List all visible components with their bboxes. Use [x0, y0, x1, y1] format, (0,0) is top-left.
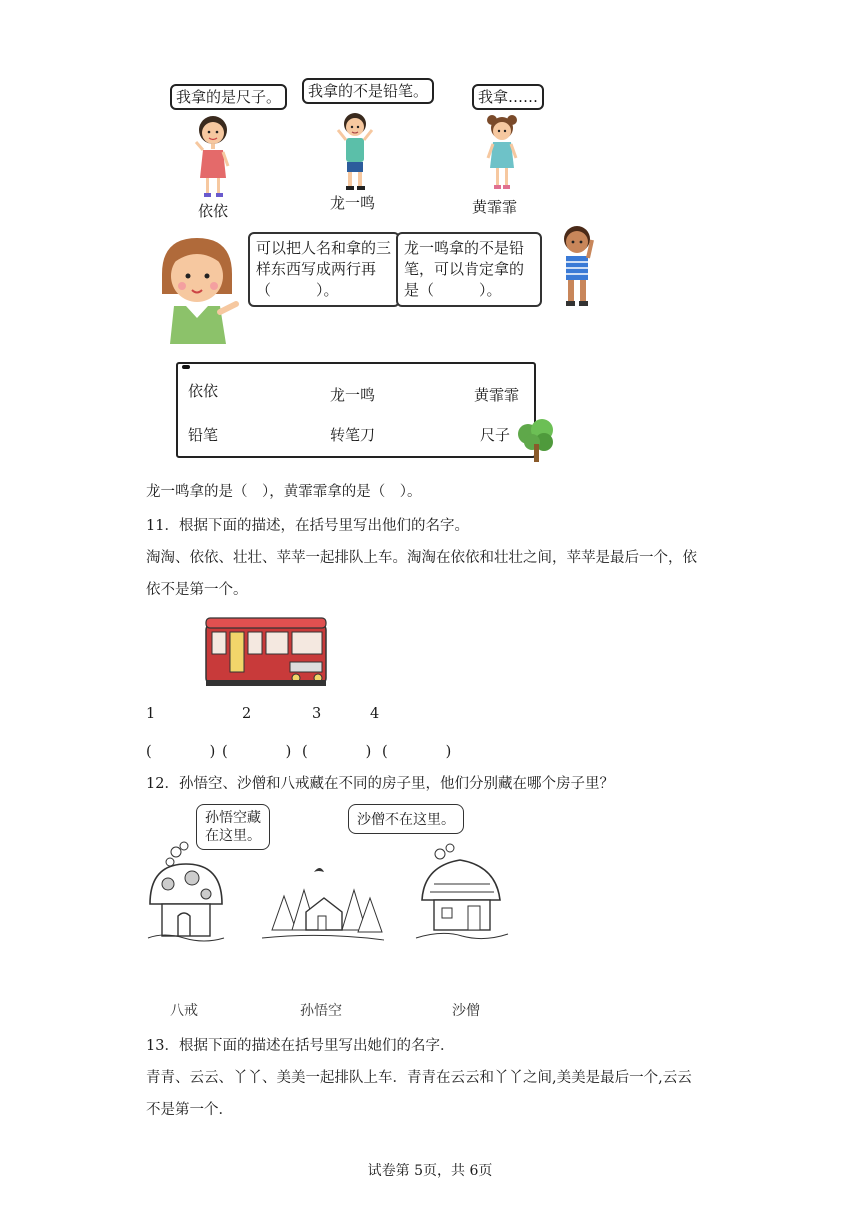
- table-item-ruler: 尺子: [480, 426, 511, 444]
- shaseng-bubble: [348, 804, 464, 834]
- huangfeifei-girl-figure: [480, 110, 524, 196]
- q11-position-4: 4: [370, 706, 380, 722]
- q11-position-1: 1: [146, 706, 156, 722]
- name-longyiming: 龙一鸣: [330, 194, 376, 212]
- boy-hint-bubble: [396, 232, 542, 307]
- forest-house-middle: [262, 860, 384, 946]
- q13-description-line1: 青青、云云、丫丫、美美一起排队上车．青青在云云和丫丫之间,美美是最后一个,云云: [146, 1070, 692, 1086]
- teacher-hint-bubble: [248, 232, 400, 307]
- q11-position-2: 2: [242, 706, 252, 722]
- teacher-girl-figure: [152, 234, 242, 344]
- q11-blank-4[interactable]: ( ): [382, 744, 452, 760]
- q11-blank-1[interactable]: ( ): [146, 744, 216, 760]
- sunwukong-bubble-line2: 在这里。: [205, 828, 261, 844]
- mushroom-house-left: [144, 840, 228, 944]
- yiyi-speech-bubble: [170, 84, 287, 110]
- q11-blank-2[interactable]: ( ): [222, 744, 292, 760]
- puzzle10-illustration: [0, 0, 860, 470]
- table-item-pencil: 铅笔: [188, 426, 219, 444]
- yiyi-speech-text: 我拿的是尺子。: [176, 88, 282, 106]
- q11-title: 11．根据下面的描述，在括号里写出他们的名字。: [146, 518, 469, 534]
- q11-position-3: 3: [312, 706, 322, 722]
- teacher-hint-text: 可以把人名和拿的三样东西写成两行再（ ）。: [256, 239, 392, 299]
- label-shaseng: 沙僧: [452, 1003, 480, 1019]
- q10-answer-line: 龙一鸣拿的是（ ），黄霏霏拿的是（ ）。: [146, 484, 422, 500]
- q13-title: 13．根据下面的描述在括号里写出她们的名字．: [146, 1038, 455, 1054]
- label-bajie: 八戒: [170, 1003, 198, 1019]
- shaseng-bubble-text: 沙僧不在这里。: [357, 812, 455, 828]
- tree-icon: [514, 416, 558, 464]
- label-sunwukong: 孙悟空: [300, 1003, 342, 1019]
- table-person-yiyi: 依依: [188, 382, 219, 400]
- table-person-longyiming: 龙一鸣: [330, 386, 376, 404]
- pointing-boy-figure: [552, 222, 602, 310]
- longyiming-speech-bubble: [302, 78, 434, 104]
- mushroom-house-right: [412, 840, 512, 944]
- sunwukong-bubble-line1: 孙悟空藏: [205, 810, 261, 826]
- table-dot-marker: [182, 365, 190, 369]
- longyiming-boy-figure: [333, 108, 377, 194]
- q11-description-line2: 依不是第一个。: [146, 582, 248, 598]
- q11-description-line1: 淘淘、依依、壮壮、苹苹一起排队上车。淘淘在依依和壮壮之间，苹苹是最后一个，依: [146, 550, 697, 566]
- table-item-sharpener: 转笔刀: [330, 426, 376, 444]
- name-yiyi: 依依: [198, 202, 229, 220]
- longyiming-speech-text: 我拿的不是铅笔。: [308, 82, 429, 100]
- yiyi-girl-figure: [188, 108, 238, 200]
- q12-title: 12．孙悟空、沙僧和八戒藏在不同的房子里，他们分别藏在哪个房子里？: [146, 776, 614, 792]
- page-footer: 试卷第 5页，共 6页: [367, 1163, 493, 1179]
- name-huangfeifei: 黄霏霏: [472, 198, 518, 216]
- q11-blank-3[interactable]: ( ): [302, 744, 372, 760]
- q13-description-line2: 不是第一个．: [146, 1102, 233, 1118]
- boy-hint-text: 龙一鸣拿的不是铅笔，可以肯定拿的是（ ）。: [404, 239, 525, 299]
- huangfeifei-speech-text: 我拿……: [478, 88, 539, 106]
- huangfeifei-speech-bubble: [472, 84, 544, 110]
- table-person-huangfeifei: 黄霏霏: [474, 386, 520, 404]
- bus-illustration: [204, 616, 330, 688]
